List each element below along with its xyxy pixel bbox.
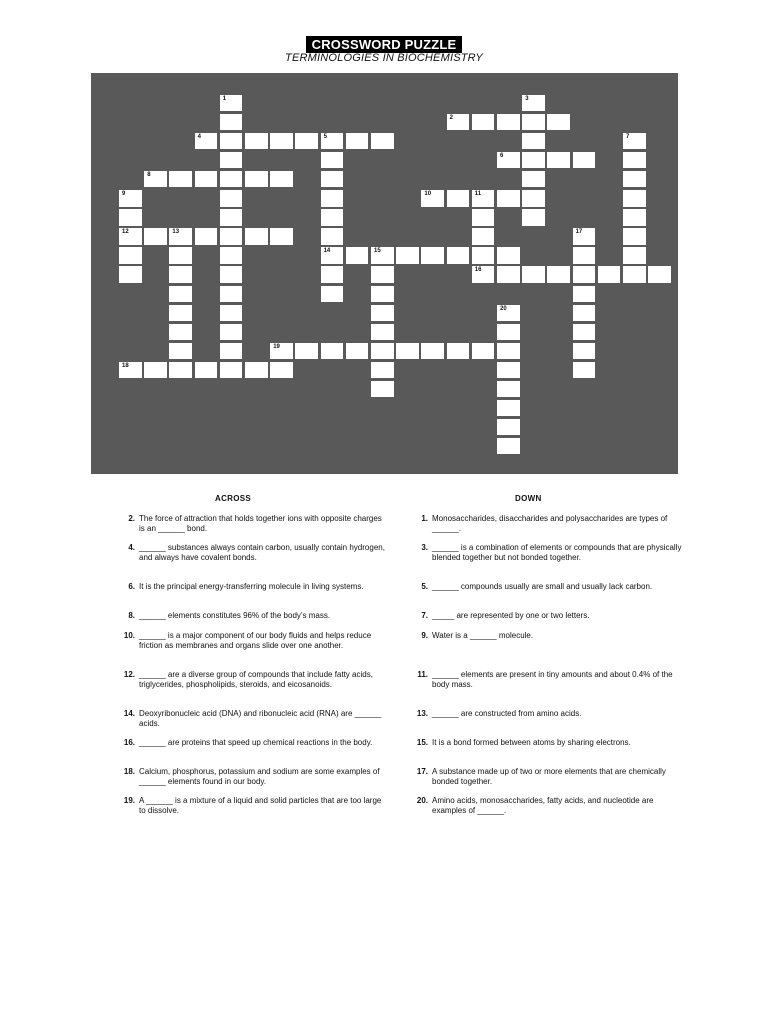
clue-text: Deoxyribonucleic acid (DNA) and ribonucleic acid (RNA) are ______ acids. [139,709,382,729]
clue-label: 11. [417,670,428,679]
grid-cell[interactable] [497,362,520,378]
clue-number: 3 [525,96,529,102]
grid-cell[interactable] [119,362,142,378]
down-clue [421,611,682,621]
grid-cell[interactable] [169,228,192,244]
across-clue [128,611,389,621]
clue-number: 20 [500,305,507,312]
grid-cell[interactable] [497,419,520,435]
grid-cell[interactable] [245,362,268,378]
grid-cell[interactable] [220,133,243,149]
clue-number: 2 [449,115,453,122]
clue-label: 15. [416,738,428,747]
grid-cell[interactable] [573,305,596,321]
grid-cell[interactable] [522,133,545,149]
clue-number: 18 [122,362,129,369]
grid-cell[interactable] [195,133,218,149]
across-clue [123,631,389,651]
across-clue [123,738,389,748]
grid-cell[interactable] [497,438,520,454]
grid-cell[interactable] [220,266,243,282]
crossword-grid [91,73,678,474]
clue-text: Water is a ______ molecule. [432,631,534,640]
grid-cell[interactable] [321,228,344,244]
grid-cell[interactable] [623,266,646,282]
grid-cell[interactable] [573,362,596,378]
grid-cell[interactable] [472,209,495,225]
grid-cell[interactable] [321,286,344,302]
clue-label: 19. [123,796,135,805]
grid-cell[interactable] [144,228,167,244]
across-clue [123,670,389,690]
grid-cell[interactable] [245,133,268,149]
across-clue [128,514,389,534]
clue-label: 17. [416,767,428,776]
clue-text: It is the principal energy-transferring molecule in living systems. [139,582,364,591]
clue-number: 1 [222,96,227,102]
grid-cell[interactable] [472,247,495,263]
clue-label: 3. [421,543,428,552]
clue-label: 8. [128,611,135,620]
down-clue [421,631,682,641]
clue-text: ______ are proteins that speed up chemical reactions in the body. [139,738,373,747]
grid-cell[interactable] [195,362,218,378]
clue-label: 1. [421,514,428,523]
grid-cell[interactable] [321,343,344,359]
grid-cell[interactable] [220,247,243,263]
grid-cell[interactable] [573,286,596,302]
grid-cell[interactable] [522,114,545,130]
grid-cell[interactable] [472,228,495,244]
grid-cell[interactable] [623,171,646,187]
grid-cell[interactable] [497,324,520,340]
grid-cell[interactable] [169,286,192,302]
grid-cell[interactable] [522,190,545,206]
grid-cell[interactable] [220,228,243,244]
clue-text: ______ is a major component of our body fluids and helps reduce friction as membranes and organs slide over one another. [139,631,372,651]
clue-text: Monosaccharides, disaccharides and polysaccharides are types of ______. [432,514,668,534]
grid-cell[interactable] [396,247,419,263]
grid-cell[interactable] [421,190,444,206]
clue-label: 13. [416,709,428,718]
clue-text: Calcium, phosphorus, potassium and sodium are some examples of ______ elements found in our body. [139,767,380,787]
grid-cell[interactable] [295,343,318,359]
grid-cell[interactable] [169,247,192,263]
clue-text: A ______ is a mixture of a liquid and solid particles that are too large to dissolve. [139,796,382,816]
grid-cell[interactable] [522,171,545,187]
grid-cell[interactable] [220,324,243,340]
down-clue [416,767,682,787]
grid-cell[interactable] [497,247,520,263]
grid-cell[interactable] [220,114,243,130]
grid-cell[interactable] [447,114,470,130]
clue-text: A substance made up of two or more elements that are chemically bonded together. [432,767,666,787]
grid-cell[interactable] [346,343,369,359]
down-clue [416,709,682,719]
down-heading: DOWN [515,494,542,503]
down-clue [416,738,682,748]
grid-cell[interactable] [270,133,293,149]
clue-number: 4 [197,134,201,141]
grid-cell[interactable] [220,362,243,378]
grid-cell[interactable] [547,266,570,282]
grid-cell[interactable] [195,228,218,244]
clue-number: 5 [323,134,327,141]
grid-cell[interactable] [497,190,520,206]
down-clue [417,670,682,690]
grid-cell[interactable] [371,133,394,149]
grid-cell[interactable] [245,228,268,244]
clue-number: 17 [575,229,583,236]
clue-label: 12. [123,670,135,679]
clue-text: _____ are represented by one or two letters. [432,611,590,620]
clue-number: 11 [474,191,482,198]
grid-cell[interactable] [270,228,293,244]
clue-label: 16. [123,738,135,747]
grid-cell[interactable] [321,247,344,263]
grid-cell[interactable] [371,324,394,340]
page-title: CROSSWORD PUZZLE [306,36,463,53]
grid-cell[interactable] [447,247,470,263]
grid-cell[interactable] [321,190,344,206]
grid-cell[interactable] [119,247,142,263]
grid-cell[interactable] [573,152,596,168]
grid-cell[interactable] [573,266,596,282]
grid-cell[interactable] [396,343,419,359]
clue-text: ______ elements constitutes 96% of the body’s mass. [139,611,331,620]
across-clue [128,582,389,592]
clue-label: 2. [128,514,135,523]
grid-cell[interactable] [195,171,218,187]
grid-cell[interactable] [497,381,520,397]
clue-number: 6 [500,153,504,160]
grid-cell[interactable] [144,171,167,187]
grid-cell[interactable] [220,286,243,302]
grid-cell[interactable] [623,133,646,149]
page-subtitle: TERMINOLOGIES IN BIOCHEMISTRY [285,52,483,64]
clue-label: 4. [128,543,135,552]
clue-label: 18. [123,767,135,776]
grid-cell[interactable] [169,171,192,187]
clue-number: 19 [273,343,280,350]
across-clue [128,543,389,563]
grid-cell[interactable] [371,362,394,378]
grid-cell[interactable] [169,362,192,378]
grid-cell[interactable] [245,171,268,187]
grid-cell[interactable] [321,152,344,168]
grid-cell[interactable] [623,209,646,225]
grid-cell[interactable] [573,324,596,340]
clue-number: 15 [374,248,381,255]
clue-label: 10. [123,631,135,640]
clue-label: 9. [421,631,428,640]
grid-cell[interactable] [447,190,470,206]
grid-cell[interactable] [220,190,243,206]
grid-cell[interactable] [321,133,344,149]
grid-cell[interactable] [598,266,621,282]
grid-cell[interactable] [346,133,369,149]
clue-label: 7. [421,611,428,620]
clue-number: 7 [626,134,630,141]
grid-cell[interactable] [270,171,293,187]
grid-cell[interactable] [220,209,243,225]
clue-label: 6. [128,582,135,591]
grid-cell[interactable] [421,343,444,359]
grid-cell[interactable] [346,247,369,263]
grid-cell[interactable] [270,343,293,359]
clue-number: 16 [474,267,482,274]
clue-number: 10 [424,191,432,198]
grid-cell[interactable] [220,305,243,321]
down-clue [421,543,682,563]
grid-cell[interactable] [472,114,495,130]
grid-cell[interactable] [497,343,520,359]
clue-label: 14. [123,709,135,718]
grid-cell[interactable] [547,114,570,130]
clue-number: 12 [122,229,129,236]
grid-cell[interactable] [623,247,646,263]
grid-cell[interactable] [270,362,293,378]
clue-number: 8 [147,172,151,179]
grid-cell[interactable] [371,247,394,263]
grid-cell[interactable] [573,247,596,263]
grid-cell[interactable] [497,266,520,282]
grid-cell[interactable] [119,190,142,206]
grid-cell[interactable] [371,305,394,321]
grid-cell[interactable] [220,152,243,168]
grid-cell[interactable] [623,228,646,244]
grid-cell[interactable] [169,305,192,321]
clue-text: ______ are a diverse group of compounds that include fatty acids, triglycerides, phospholipids, steroids, and eicosanoids. [139,670,373,690]
grid-cell[interactable] [497,152,520,168]
clue-text: ______ is a combination of elements or compounds that are physically blended together but not bonded together. [432,543,682,563]
grid-cell[interactable] [623,152,646,168]
grid-cell[interactable] [522,209,545,225]
clue-text: ______ substances always contain carbon, usually contain hydrogen, and always have covalent bonds. [139,543,385,563]
grid-cell[interactable] [169,343,192,359]
grid-cell[interactable] [497,114,520,130]
grid-cell[interactable] [472,266,495,282]
grid-cell[interactable] [169,324,192,340]
clue-label: 20. [416,796,428,805]
clue-text: ______ elements are present in tiny amounts and about 0.4% of the body mass. [432,670,673,690]
grid-cell[interactable] [220,95,243,111]
grid-cell[interactable] [321,266,344,282]
grid-cell[interactable] [371,381,394,397]
clue-number: 13 [172,229,180,236]
grid-cell[interactable] [371,343,394,359]
grid-cell[interactable] [119,228,142,244]
grid-cell[interactable] [220,171,243,187]
clue-number: 9 [122,191,126,198]
grid-cell[interactable] [497,400,520,416]
clue-text: ______ compounds usually are small and usually lack carbon. [432,582,653,591]
across-clue [123,796,389,816]
grid-cell[interactable] [295,133,318,149]
grid-cell[interactable] [321,209,344,225]
clue-text: ______ are constructed from amino acids. [432,709,582,718]
grid-cell[interactable] [447,343,470,359]
grid-cell[interactable] [220,343,243,359]
grid-cell[interactable] [371,266,394,282]
clue-number: 14 [323,248,331,255]
grid-cell[interactable] [522,266,545,282]
grid-cell[interactable] [144,362,167,378]
clue-text: The force of attraction that holds together ions with opposite charges is an ______ bond. [139,514,382,534]
grid-cell[interactable] [522,152,545,168]
grid-cell[interactable] [321,171,344,187]
grid-cell[interactable] [522,95,545,111]
across-clue [123,709,389,729]
clue-label: 5. [421,582,428,591]
grid-cell[interactable] [119,209,142,225]
grid-cell[interactable] [497,305,520,321]
grid-cell[interactable] [573,343,596,359]
grid-cell[interactable] [472,343,495,359]
down-clue [416,796,682,816]
across-clue [123,767,389,787]
grid-cell[interactable] [119,266,142,282]
grid-cell[interactable] [573,228,596,244]
down-clue [421,582,682,592]
grid-cell[interactable] [623,190,646,206]
grid-cell[interactable] [421,247,444,263]
grid-cell[interactable] [371,286,394,302]
grid-cell[interactable] [547,152,570,168]
down-clue [421,514,682,534]
grid-cell[interactable] [472,190,495,206]
clue-text: Amino acids, monosaccharides, fatty acids, and nucleotide are examples of ______. [432,796,654,816]
clue-text: It is a bond formed between atoms by sharing electrons. [432,738,631,747]
grid-cell[interactable] [648,266,671,282]
across-heading: ACROSS [215,494,252,503]
grid-cell[interactable] [169,266,192,282]
